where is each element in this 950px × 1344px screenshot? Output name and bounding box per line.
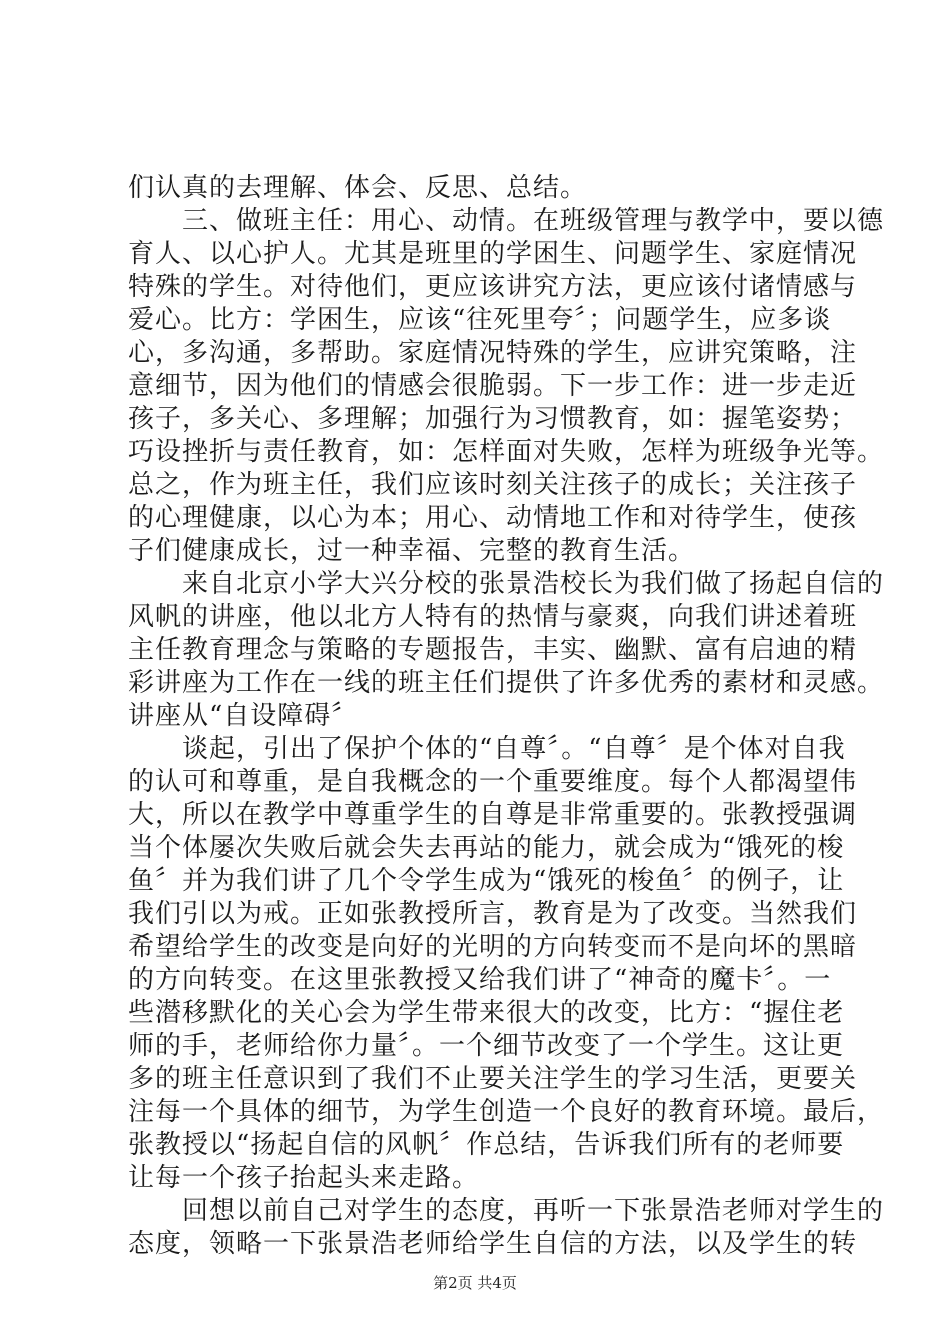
text-line: 意细节，因为他们的情感会很脆弱。下一步工作：进一步走近 (128, 371, 858, 401)
text-line: 我们引以为戒。正如张教授所言，教育是为了改变。当然我们 (128, 899, 858, 929)
text-line: 的方向转变。在这里张教授又给我们讲了“神奇的魔卡〞。一 (128, 965, 832, 995)
text-line: 来自北京小学大兴分校的张景浩校长为我们做了扬起自信的 (128, 569, 885, 599)
text-line: 三、做班主任：用心、动情。在班级管理与教学中，要以德 (128, 206, 885, 236)
text-line: 总之，作为班主任，我们应该时刻关注孩子的成长；关注孩子 (128, 470, 858, 500)
text-line: 子们健康成长，过一种幸福、完整的教育生活。 (128, 536, 696, 566)
text-line: 特殊的学生。对待他们，更应该讲究方法，更应该付诸情感与 (128, 272, 858, 302)
text-line: 态度，领略一下张景浩老师给学生自信的方法，以及学生的转 (128, 1229, 858, 1259)
text-line: 巧设挫折与责任教育，如：怎样面对失败，怎样为班级争光等。 (128, 437, 885, 467)
text-line: 讲座从“自设障碍〞 (128, 701, 359, 731)
text-line: 孩子，多关心、多理解；加强行为习惯教育，如：握笔姿势； (128, 404, 858, 434)
text-line: 张教授以“扬起自信的风帆〞作总结，告诉我们所有的老师要 (128, 1130, 845, 1160)
text-line: 鱼〞并为我们讲了几个令学生成为“饿死的梭鱼〞的例子，让 (128, 866, 845, 896)
text-line: 些潜移默化的关心会为学生带来很大的改变，比方：“握住老 (128, 998, 845, 1028)
text-line: 彩讲座为工作在一线的班主任们提供了许多优秀的素材和灵感。 (128, 668, 885, 698)
text-line: 大，所以在教学中尊重学生的自尊是非常重要的。张教授强调 (128, 800, 858, 830)
text-line: 们认真的去理解、体会、反思、总结。 (128, 173, 588, 203)
text-line: 的认可和尊重，是自我概念的一个重要维度。每个人都渴望伟 (128, 767, 858, 797)
text-line: 注每一个具体的细节，为学生创造一个良好的教育环境。最后， (128, 1097, 885, 1127)
text-line: 师的手，老师给你力量〞。一个细节改变了一个学生。这让更 (128, 1031, 845, 1061)
page-number-footer: 第2页 共4页 (433, 1274, 517, 1292)
text-line: 回想以前自己对学生的态度，再听一下张景浩老师对学生的 (128, 1196, 885, 1226)
text-line: 让每一个孩子抬起头来走路。 (128, 1163, 480, 1193)
text-line: 风帆的讲座，他以北方人特有的热情与豪爽，向我们讲述着班 (128, 602, 858, 632)
text-line: 主任教育理念与策略的专题报告，丰实、幽默、富有启迪的精 (128, 635, 858, 665)
text-line: 当个体屡次失败后就会失去再站的能力，就会成为“饿死的梭 (128, 833, 845, 863)
text-line: 心，多沟通，多帮助。家庭情况特殊的学生，应讲究策略，注 (128, 338, 858, 368)
text-line: 爱心。比方：学困生，应该“往死里夸〞；问题学生，应多谈 (128, 305, 832, 335)
text-line: 谈起，引出了保护个体的“自尊〞。“自尊〞是个体对自我 (128, 734, 846, 764)
text-line: 多的班主任意识到了我们不止要关注学生的学习生活，更要关 (128, 1064, 858, 1094)
text-line: 希望给学生的改变是向好的光明的方向转变而不是向坏的黑暗 (128, 932, 858, 962)
text-line: 的心理健康，以心为本；用心、动情地工作和对待学生，使孩 (128, 503, 858, 533)
text-line: 育人、以心护人。尤其是班里的学困生、问题学生、家庭情况 (128, 239, 858, 269)
